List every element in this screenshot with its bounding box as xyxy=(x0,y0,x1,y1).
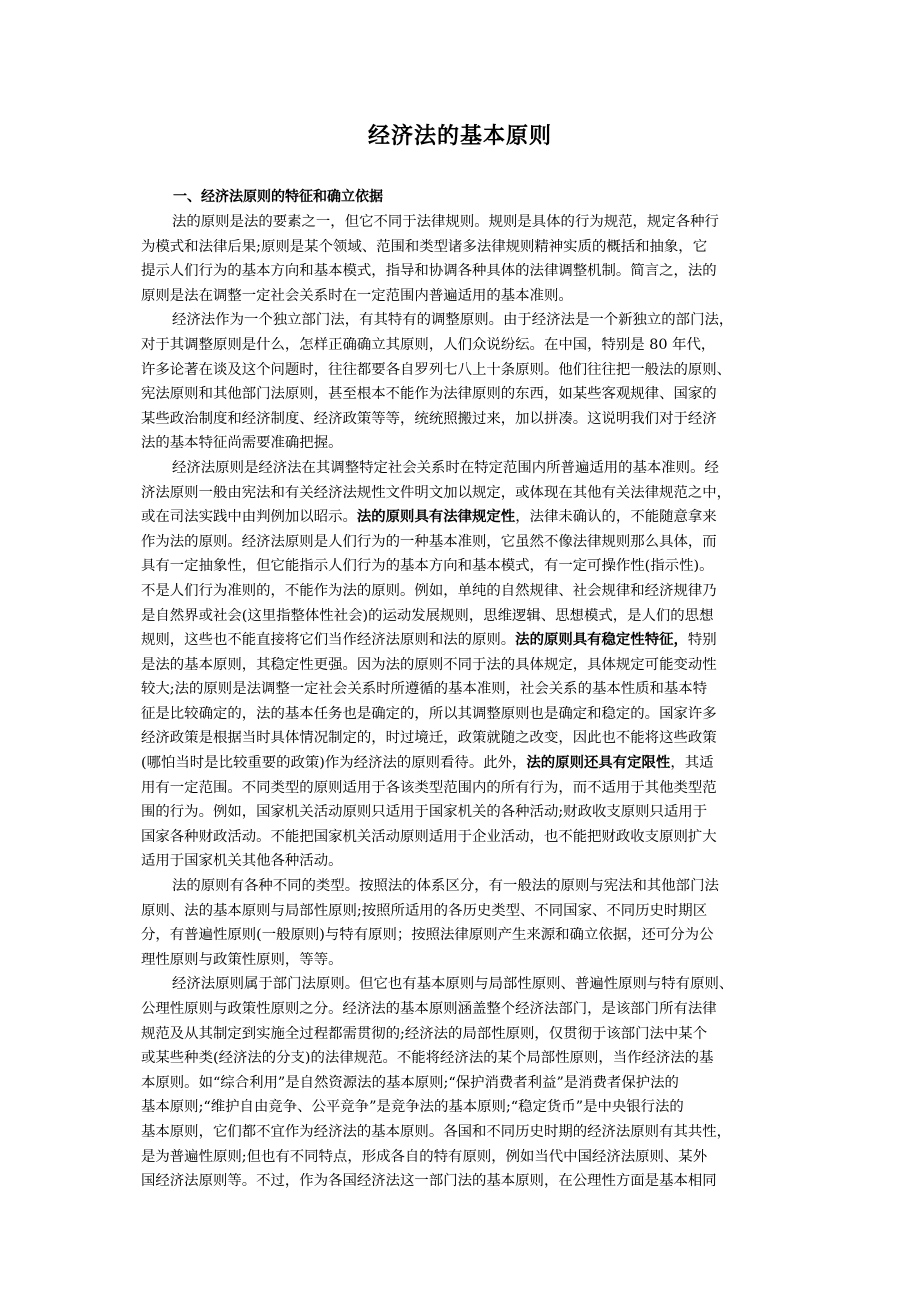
text-run: 为模式和法律后果;原则是某个领域、范围和类型诸多法律规则精神实质的概括和抽象，它 xyxy=(141,238,708,255)
paragraph xyxy=(141,210,797,308)
paragraph-line xyxy=(141,1145,797,1170)
text-run: 是为普遍性原则;但也有不同特点，形成各自的特有原则，例如当代中国经济法原则、某外 xyxy=(141,1148,708,1165)
text-run: 国经济法原则等。不过，作为各国经济法这一部门法的基本原则，在公理性方面是基本相同 xyxy=(141,1173,717,1190)
paragraph-line xyxy=(141,1071,797,1096)
paragraph-line xyxy=(141,530,797,555)
text-run: 经济法原则属于部门法原则。但它也有基本原则与局部性原则、普遍性原则与特有原则、 xyxy=(172,976,734,993)
paragraph-line xyxy=(141,1169,797,1194)
paragraph-line xyxy=(141,1095,797,1120)
paragraph-line xyxy=(141,481,797,506)
paragraph-line xyxy=(141,726,797,751)
emphasized-text: 法的原则具有法律规定性 xyxy=(356,509,516,526)
paragraph-line xyxy=(141,948,797,973)
paragraph-line xyxy=(141,382,797,407)
text-run: 规范及从其制定到实施全过程都需贯彻的;经济法的局部性原则，仅贯彻于该部门法中某个 xyxy=(141,1025,708,1042)
text-run: 经济法原则是经济法在其调整特定社会关系时在特定范围内所普遍适用的基本准则。经 xyxy=(172,459,719,476)
paragraph-line xyxy=(141,1120,797,1145)
text-run: 法的原则有各种不同的类型。按照法的体系区分，有一般法的原则与宪法和其他部门法 xyxy=(172,878,719,895)
text-run: 本原则。如“综合利用”是自然资源法的基本原则;“保护消费者利益”是消费者保护法的 xyxy=(141,1074,679,1091)
paragraph-line xyxy=(141,456,797,481)
text-run: 是法的基本原则，其稳定性更强。因为法的原则不同于法的具体规定，具体规定可能变动性 xyxy=(141,656,717,673)
text-run: 特别 xyxy=(687,632,717,649)
paragraph xyxy=(141,308,797,456)
text-run: 原则、法的基本原则与局部性原则;按照所适用的各历史类型、不同国家、不同历史时期区 xyxy=(141,902,708,919)
text-run: 许多论著在谈及这个问题时，往往都要各自罗列七八上十条原则。他们往往把一般法的原则、 xyxy=(141,361,732,378)
paragraph-line xyxy=(141,677,797,702)
text-run: 具有一定抽象性，但它能指示人们行为的基本方向和基本模式，有一定可操作性(指示性)。 xyxy=(141,558,714,575)
paragraph xyxy=(141,972,797,1193)
text-run: 规则，这些也不能直接将它们当作经济法原则和法的原则。 xyxy=(141,632,516,649)
text-run: 法的基本特征尚需要准确把握。 xyxy=(141,435,343,452)
text-run: 提示人们行为的基本方向和基本模式，指导和协调各种具体的法律调整机制。简言之，法的 xyxy=(141,263,717,280)
paragraph-container xyxy=(141,210,797,1194)
paragraph-line xyxy=(141,923,797,948)
paragraph-line xyxy=(141,259,797,284)
paragraph-line xyxy=(141,358,797,383)
paragraph-line xyxy=(141,284,797,309)
text-run: 法的原则是法的要素之一，但它不同于法律规则。规则是具体的行为规范，规定各种行 xyxy=(172,214,719,230)
paragraph-line xyxy=(141,825,797,850)
text-run: 围的行为。例如，国家机关活动原则只适用于国家机关的各种活动;财政收支原则只适用于 xyxy=(141,804,708,821)
paragraph-line xyxy=(141,407,797,432)
text-run: 原则是法在调整一定社会关系时在一定范围内普遍适用的基本准则。 xyxy=(141,287,573,304)
paragraph-line xyxy=(141,579,797,604)
document-body xyxy=(141,184,797,1194)
paragraph-line xyxy=(141,308,797,333)
paragraph-line xyxy=(141,333,797,358)
text-run: 作为法的原则。经济法原则是人们行为的一种基本准则，它虽然不像法律规则那么具体，而 xyxy=(141,533,717,550)
paragraph-line xyxy=(141,702,797,727)
text-run: 不是人们行为准则的，不能作为法的原则。例如，单纯的自然规律、社会规律和经济规律乃 xyxy=(141,582,717,599)
text-run: 或在司法实践中由判例加以昭示。 xyxy=(141,509,357,526)
text-run: 国家各种财政活动。不能把国家机关活动原则适用于企业活动，也不能把财政收支原则扩大 xyxy=(141,828,717,845)
paragraph-line xyxy=(141,1046,797,1071)
text-run: 理性原则与政策性原则，等等。 xyxy=(141,951,343,968)
paragraph-line xyxy=(141,554,797,579)
paragraph-line xyxy=(141,776,797,801)
text-run: ，其适 xyxy=(670,755,714,772)
paragraph-line xyxy=(141,505,797,530)
section-heading: 一、经济法原则的特征和确立依据 xyxy=(173,189,383,205)
paragraph-line xyxy=(141,874,797,899)
text-run: 征是比较确定的，法的基本任务也是确定的，所以其调整原则也是确定和稳定的。国家许多 xyxy=(141,705,717,722)
paragraph-line xyxy=(141,849,797,874)
paragraph-line xyxy=(141,1022,797,1047)
text-run: (哪怕当时是比较重要的政策)作为经济法的原则看待。此外， xyxy=(141,755,527,772)
paragraph-line xyxy=(141,235,797,260)
paragraph-line xyxy=(141,800,797,825)
text-run: 是自然界或社会(这里指整体性社会)的运动发展规则，思维逻辑、思想模式，是人们的思想 xyxy=(141,607,714,624)
emphasized-text: 法的原则具有稳定性特征， xyxy=(515,632,688,649)
text-run: 济法原则一般由宪法和有关经济法规性文件明文加以规定，或体现在其他有关法律规范之中， xyxy=(141,484,732,501)
text-run: 经济法作为一个独立部门法，有其特有的调整原则。由于经济法是一个新独立的部门法， xyxy=(172,312,734,329)
paragraph-line xyxy=(141,997,797,1022)
text-run: 基本原则;“维护自由竞争、公平竞争”是竞争法的基本原则;“稳定货币”是中央银行法的 xyxy=(141,1099,684,1116)
text-run: 较大;法的原则是法调整一定社会关系时所遵循的基本准则，社会关系的基本性质和基本特 xyxy=(141,681,708,698)
paragraph-line xyxy=(141,431,797,456)
text-run: 公理性原则与政策性原则之分。经济法的基本原则涵盖整个经济法部门，是该部门所有法律 xyxy=(141,1001,717,1017)
document-title: 经济法的基本原则 xyxy=(367,124,552,149)
text-run: ，法律未确认的，不能随意拿来 xyxy=(515,509,717,526)
paragraph-line xyxy=(141,751,797,776)
text-run: 分，有普遍性原则(一般原则)与特有原则；按照法律原则产生来源和确立依据，还可分为公 xyxy=(141,927,714,944)
paragraph-line xyxy=(141,653,797,678)
paragraph-line xyxy=(141,210,797,235)
text-run: 经济政策是根据当时具体情况制定的，时过境迁，政策就随之改变，因此也不能将这些政策 xyxy=(141,730,717,747)
text-run: 宪法原则和其他部门法原则，甚至根本不能作为法律原则的东西，如某些客观规律、国家的 xyxy=(141,386,717,403)
text-run: 某些政治制度和经济制度、经济政策等等，统统照搬过来，加以拼凑。这说明我们对于经济 xyxy=(141,410,717,427)
text-run: 适用于国家机关其他各种活动。 xyxy=(141,853,343,870)
paragraph xyxy=(141,874,797,972)
text-run: 或某些种类(经济法的分支)的法律规范。不能将经济法的某个局部性原则，当作经济法的基 xyxy=(141,1050,714,1067)
text-run: 基本原则，它们都不宜作为经济法的基本原则。各国和不同历史时期的经济法原则有其共性， xyxy=(141,1123,732,1140)
paragraph xyxy=(141,456,797,874)
text-run: 对于其调整原则是什么，怎样正确确立其原则，人们众说纷纭。在中国，特别是 80 年代， xyxy=(141,336,716,353)
text-run: 用有一定范围。不同类型的原则适用于各该类型范围内的所有行为，而不适用于其他类型范 xyxy=(141,779,717,796)
paragraph-line xyxy=(141,604,797,629)
emphasized-text: 法的原则还具有定限性 xyxy=(526,755,671,772)
paragraph-line xyxy=(141,972,797,997)
paragraph-line xyxy=(141,899,797,924)
paragraph-line xyxy=(141,628,797,653)
